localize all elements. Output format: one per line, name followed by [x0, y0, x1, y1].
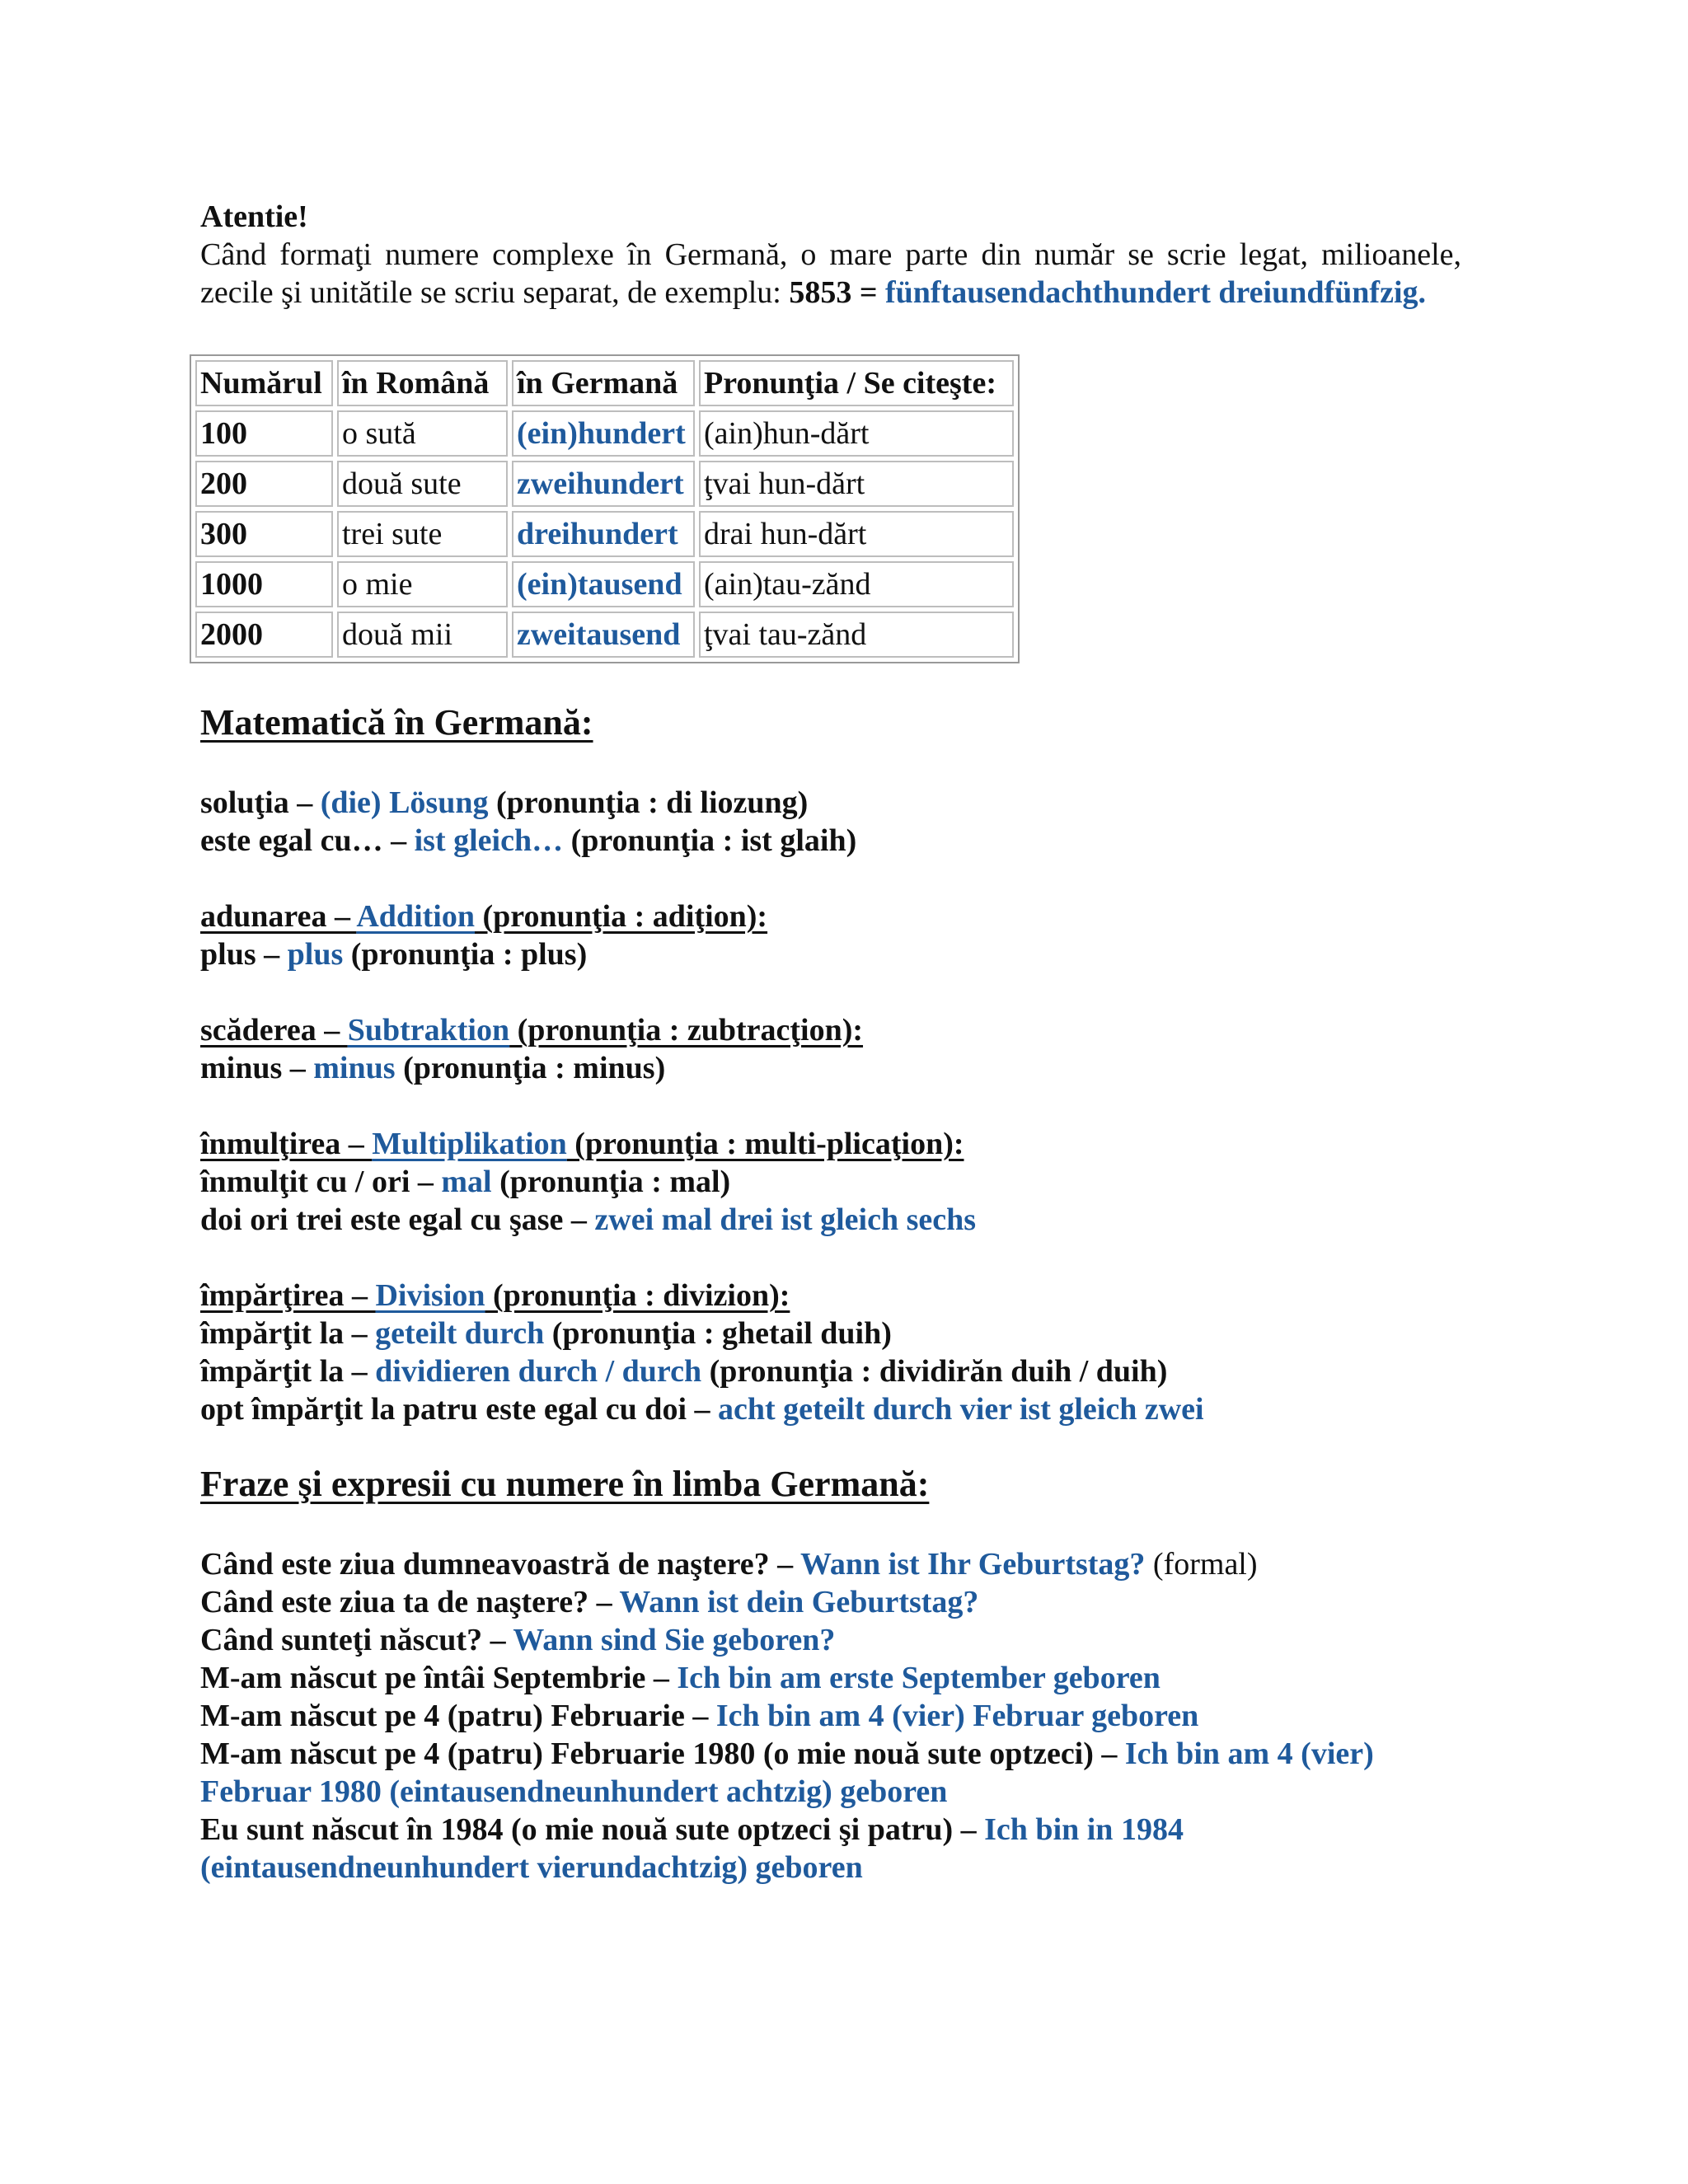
pronunciation-text: (pronunţia : mal)	[491, 1165, 731, 1199]
intro-example-word: fünftausendachthundert dreiundfünfzig.	[885, 275, 1427, 310]
de-text: zwei mal drei ist gleich sechs	[594, 1202, 977, 1237]
de-text: Wann sind Sie geboren?	[513, 1623, 836, 1657]
table-row	[195, 410, 1014, 457]
ro-text: Eu sunt născut în 1984 (o mie nouă sute optzeci şi patru) –	[200, 1812, 985, 1847]
cell-pronunciation: ţvai tau-zănd	[699, 612, 1014, 658]
de-text: ist gleich…	[414, 823, 564, 858]
ro-text: împărţirea –	[200, 1278, 376, 1313]
multiplication-line	[200, 1163, 1461, 1201]
pronunciation-text: (pronunţia : minus)	[395, 1051, 666, 1085]
phrase-line	[200, 1583, 1461, 1621]
math-line-solution	[200, 784, 1461, 822]
pronunciation-text: (pronunţia : ghetail duih)	[544, 1316, 892, 1351]
de-text: plus	[287, 937, 344, 972]
header-number: Numărul	[195, 360, 333, 406]
cell-pronunciation: drai hun-dărt	[699, 511, 1014, 557]
ro-text: M-am născut pe întâi Septembrie –	[200, 1661, 678, 1695]
de-text: Ich bin in 1984 (eintausendneunhundert vierundachtzig) geboren	[200, 1812, 1184, 1885]
ro-text: plus –	[200, 937, 288, 972]
header-romanian: în Română	[337, 360, 508, 406]
pronunciation-text: (pronunţia : dividirăn duih / duih)	[701, 1354, 1168, 1389]
cell-number: 1000	[195, 561, 333, 607]
cell-number: 100	[195, 410, 333, 457]
ro-text: adunarea –	[200, 899, 357, 934]
pronunciation-text: (pronunţia : adiţion):	[474, 899, 768, 934]
pronunciation-text: (pronunţia : plus)	[343, 937, 588, 972]
division-heading	[200, 1277, 1461, 1315]
de-text: Division	[375, 1278, 485, 1313]
addition-line	[200, 935, 1461, 973]
de-text: Wann ist dein Geburtstag?	[619, 1585, 979, 1619]
pronunciation-text: (pronunţia : multi-plicaţion):	[566, 1127, 964, 1161]
ro-text: înmulţit cu / ori –	[200, 1165, 442, 1199]
cell-romanian: două mii	[337, 612, 508, 658]
subtraction-line	[200, 1049, 1461, 1087]
ro-text: Când este ziua ta de naştere? –	[200, 1585, 620, 1619]
cell-romanian: două sute	[337, 461, 508, 507]
ro-text: Când este ziua dumneavoastră de naştere? –	[200, 1547, 800, 1582]
cell-german: zweihundert	[512, 461, 695, 507]
ro-text: Când sunteţi născut? –	[200, 1623, 513, 1657]
intro-example-number: 5853 =	[789, 275, 885, 310]
de-text: (die) Lösung	[320, 785, 489, 820]
de-text: Addition	[356, 899, 475, 934]
intro-paragraph	[200, 236, 1461, 312]
pronunciation-text: (pronunţia : di liozung)	[488, 785, 809, 820]
ro-text: soluţia –	[200, 785, 321, 820]
cell-german: zweitausend	[512, 612, 695, 658]
header-pronunciation: Pronunţia / Se citeşte:	[699, 360, 1014, 406]
cell-romanian: o mie	[337, 561, 508, 607]
ro-text: M-am născut pe 4 (patru) Februarie 1980 (o mie nouă sute optzeci) –	[200, 1736, 1125, 1771]
multiplication-example	[200, 1201, 1461, 1239]
phrase-line	[200, 1621, 1461, 1659]
division-line-1	[200, 1315, 1461, 1352]
division-line-2	[200, 1352, 1461, 1390]
cell-german: (ein)tausend	[512, 561, 695, 607]
formal-note: (formal)	[1145, 1547, 1258, 1582]
math-line-equals	[200, 822, 1461, 860]
de-text: acht geteilt durch vier ist gleich zwei	[718, 1392, 1204, 1427]
phrase-line	[200, 1697, 1461, 1735]
cell-pronunciation: (ain)tau-zănd	[699, 561, 1014, 607]
ro-text: minus –	[200, 1051, 314, 1085]
intro-text: Când formaţi numere complexe în Germană, o mare parte din număr se scrie legat, milioanele, zecile şi unitătile se scriu separat, de exemplu:	[200, 237, 1461, 310]
ro-text: împărţit la –	[200, 1316, 376, 1351]
de-text: Wann ist Ihr Geburtstag?	[799, 1547, 1146, 1582]
de-text: Ich bin am 4 (vier) Februar 1980 (eintausendneunhundert achtzig) geboren	[200, 1736, 1374, 1809]
math-section-title: Matematică în Germană:	[200, 702, 593, 743]
table-row	[195, 511, 1014, 557]
cell-pronunciation: ţvai hun-dărt	[699, 461, 1014, 507]
cell-romanian: o sută	[337, 410, 508, 457]
ro-text: scăderea –	[200, 1013, 348, 1047]
phrases-section-title: Fraze şi expresii cu numere în limba Germană:	[200, 1464, 930, 1504]
phrase-line	[200, 1659, 1461, 1697]
ro-text: este egal cu… –	[200, 823, 415, 858]
cell-pronunciation: (ain)hun-dărt	[699, 410, 1014, 457]
pronunciation-text: (pronunţia : ist glaih)	[563, 823, 857, 858]
numbers-table	[190, 354, 1020, 663]
multiplication-heading	[200, 1125, 1461, 1163]
cell-german: (ein)hundert	[512, 410, 695, 457]
de-text: Ich bin am erste September geboren	[677, 1661, 1160, 1695]
addition-heading	[200, 898, 1461, 935]
cell-german: dreihundert	[512, 511, 695, 557]
ro-text: împărţit la –	[200, 1354, 376, 1389]
phrase-line	[200, 1545, 1461, 1583]
pronunciation-text: (pronunţia : zubtracţion):	[509, 1013, 864, 1047]
ro-text: doi ori trei este egal cu şase –	[200, 1202, 595, 1237]
de-text: Subtraktion	[347, 1013, 510, 1047]
table-row	[195, 561, 1014, 607]
cell-number: 300	[195, 511, 333, 557]
attention-heading: Atentie!	[200, 199, 308, 234]
phrase-line	[200, 1735, 1461, 1811]
table-row	[195, 461, 1014, 507]
cell-number: 2000	[195, 612, 333, 658]
cell-number: 200	[195, 461, 333, 507]
pronunciation-text: (pronunţia : divizion):	[485, 1278, 790, 1313]
de-text: geteilt durch	[375, 1316, 545, 1351]
de-text: mal	[441, 1165, 492, 1199]
table-header-row	[195, 360, 1014, 406]
de-text: Multiplikation	[372, 1127, 567, 1161]
ro-text: opt împărţit la patru este egal cu doi –	[200, 1392, 719, 1427]
cell-romanian: trei sute	[337, 511, 508, 557]
subtraction-heading	[200, 1011, 1461, 1049]
division-example	[200, 1390, 1461, 1428]
document-content	[200, 198, 1461, 1886]
de-text: Ich bin am 4 (vier) Februar geboren	[715, 1699, 1199, 1733]
header-german: în Germană	[512, 360, 695, 406]
table-row	[195, 612, 1014, 658]
phrase-line	[200, 1811, 1461, 1886]
de-text: minus	[313, 1051, 396, 1085]
de-text: dividieren durch / durch	[375, 1354, 702, 1389]
ro-text: M-am născut pe 4 (patru) Februarie –	[200, 1699, 716, 1733]
ro-text: înmulţirea –	[200, 1127, 373, 1161]
